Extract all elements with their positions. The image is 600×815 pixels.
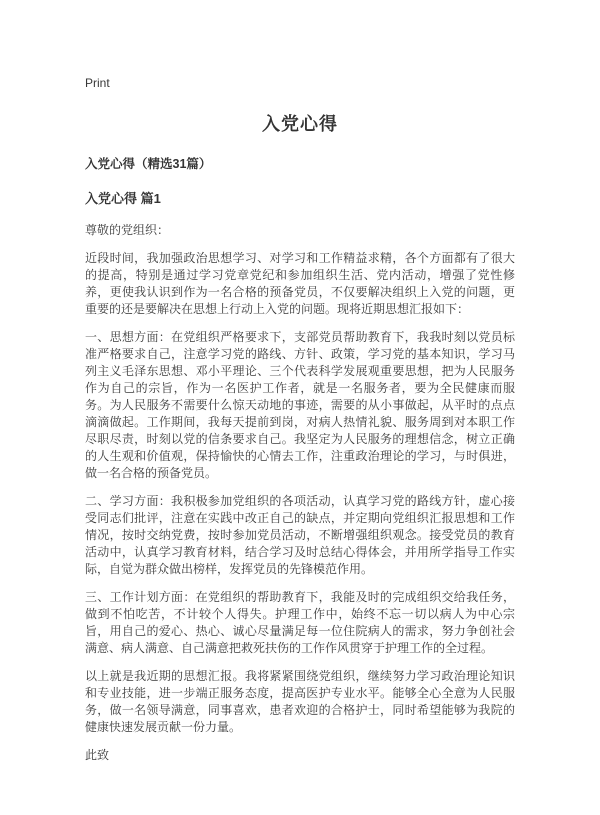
page-title: 入党心得 <box>262 114 338 134</box>
paragraph-salutation: 尊敬的党组织： <box>85 223 170 237</box>
paragraph-thought-aspect: 一、思想方面：在党组织严格要求下，支部党员帮助教育下，我我时刻以党员标准严格要求自己，注意学习党的路线、方针、政策，学习党的基本知识，学习马列主义毛泽东思想、邓小平理论、三个代表科学发展观重要思想，把为人民服务作为自己的宗旨，作为一名医护工作者，就是一名服务者，要为全民健康而服务。为人民服务不需要什么惊天动地的事迹，需要的从小事做起，从平时的点点滴滴做起。工作期间，我每天提前到岗，对病人热情礼貌、服务周到对本职工作尽职尽责，时刻以党的信条要求自己。我坚定为人民服务的理想信念，树立正确的人生观和价值观，保持愉快的心情去工作，注重政治理论的学习，与时俱进，做一名合格的预备党员。 <box>85 330 515 480</box>
paragraph-work-plan-aspect: 三、工作计划方面：在党组织的帮助教育下，我能及时的完成组织交给我任务，做到不怕吃苦，不计较个人得失。护理工作中，始终不忘一切以病人为中心宗旨，用自己的爱心、热心、诚心尽量满足每一位住院病人的需求，努力争创社会满意、病人满意、自己满意把救死扶伤的工作作风贯穿于护理工作的全过程。 <box>85 590 515 655</box>
paragraph-salute: 此致 <box>85 748 110 762</box>
paragraph-closing: 以上就是我近期的思想汇报。我将紧紧围绕党组织，继续努力学习政治理论知识和专业技能，进一步端正服务态度，提高医护专业水平。能够全心全意为人民服务，做一名领导满意，同事喜欢，患者欢迎的合格护士，同时希望能够为我院的健康快速发展贡献一份力量。 <box>85 669 515 734</box>
paragraph-study-aspect: 二、学习方面：我积极参加党组织的各项活动，认真学习党的路线方针，虚心接受同志们批评，注意在实践中改正自己的缺点，并定期向党组织汇报思想和工作情况，按时交纳党费，按时参加党员活动，不断增强组织观念。接受党员的教育活动中，认真学习教育材料，结合学习及时总结心得体会，并用所学指导工作实际，自觉为群众做出榜样，发挥党员的先锋模范作用。 <box>85 494 515 576</box>
section-heading: 入党心得 篇1 <box>85 191 161 206</box>
paragraph-intro: 近段时间，我加强政治思想学习、对学习和工作精益求精，各个方面都有了很大的提高，特别是通过学习党章党纪和参加组织生活、党内活动，增强了党性修养，更使我认识到作为一名合格的预备党员，不仅要解决组织上入党的问题，更重要的还是要解决在思想上行动上入党的问题。现将近期思想汇报如下： <box>85 251 515 316</box>
document-body <box>85 222 515 764</box>
document-subtitle: 入党心得（精选31篇） <box>85 157 212 171</box>
print-button[interactable]: Print <box>85 76 110 90</box>
